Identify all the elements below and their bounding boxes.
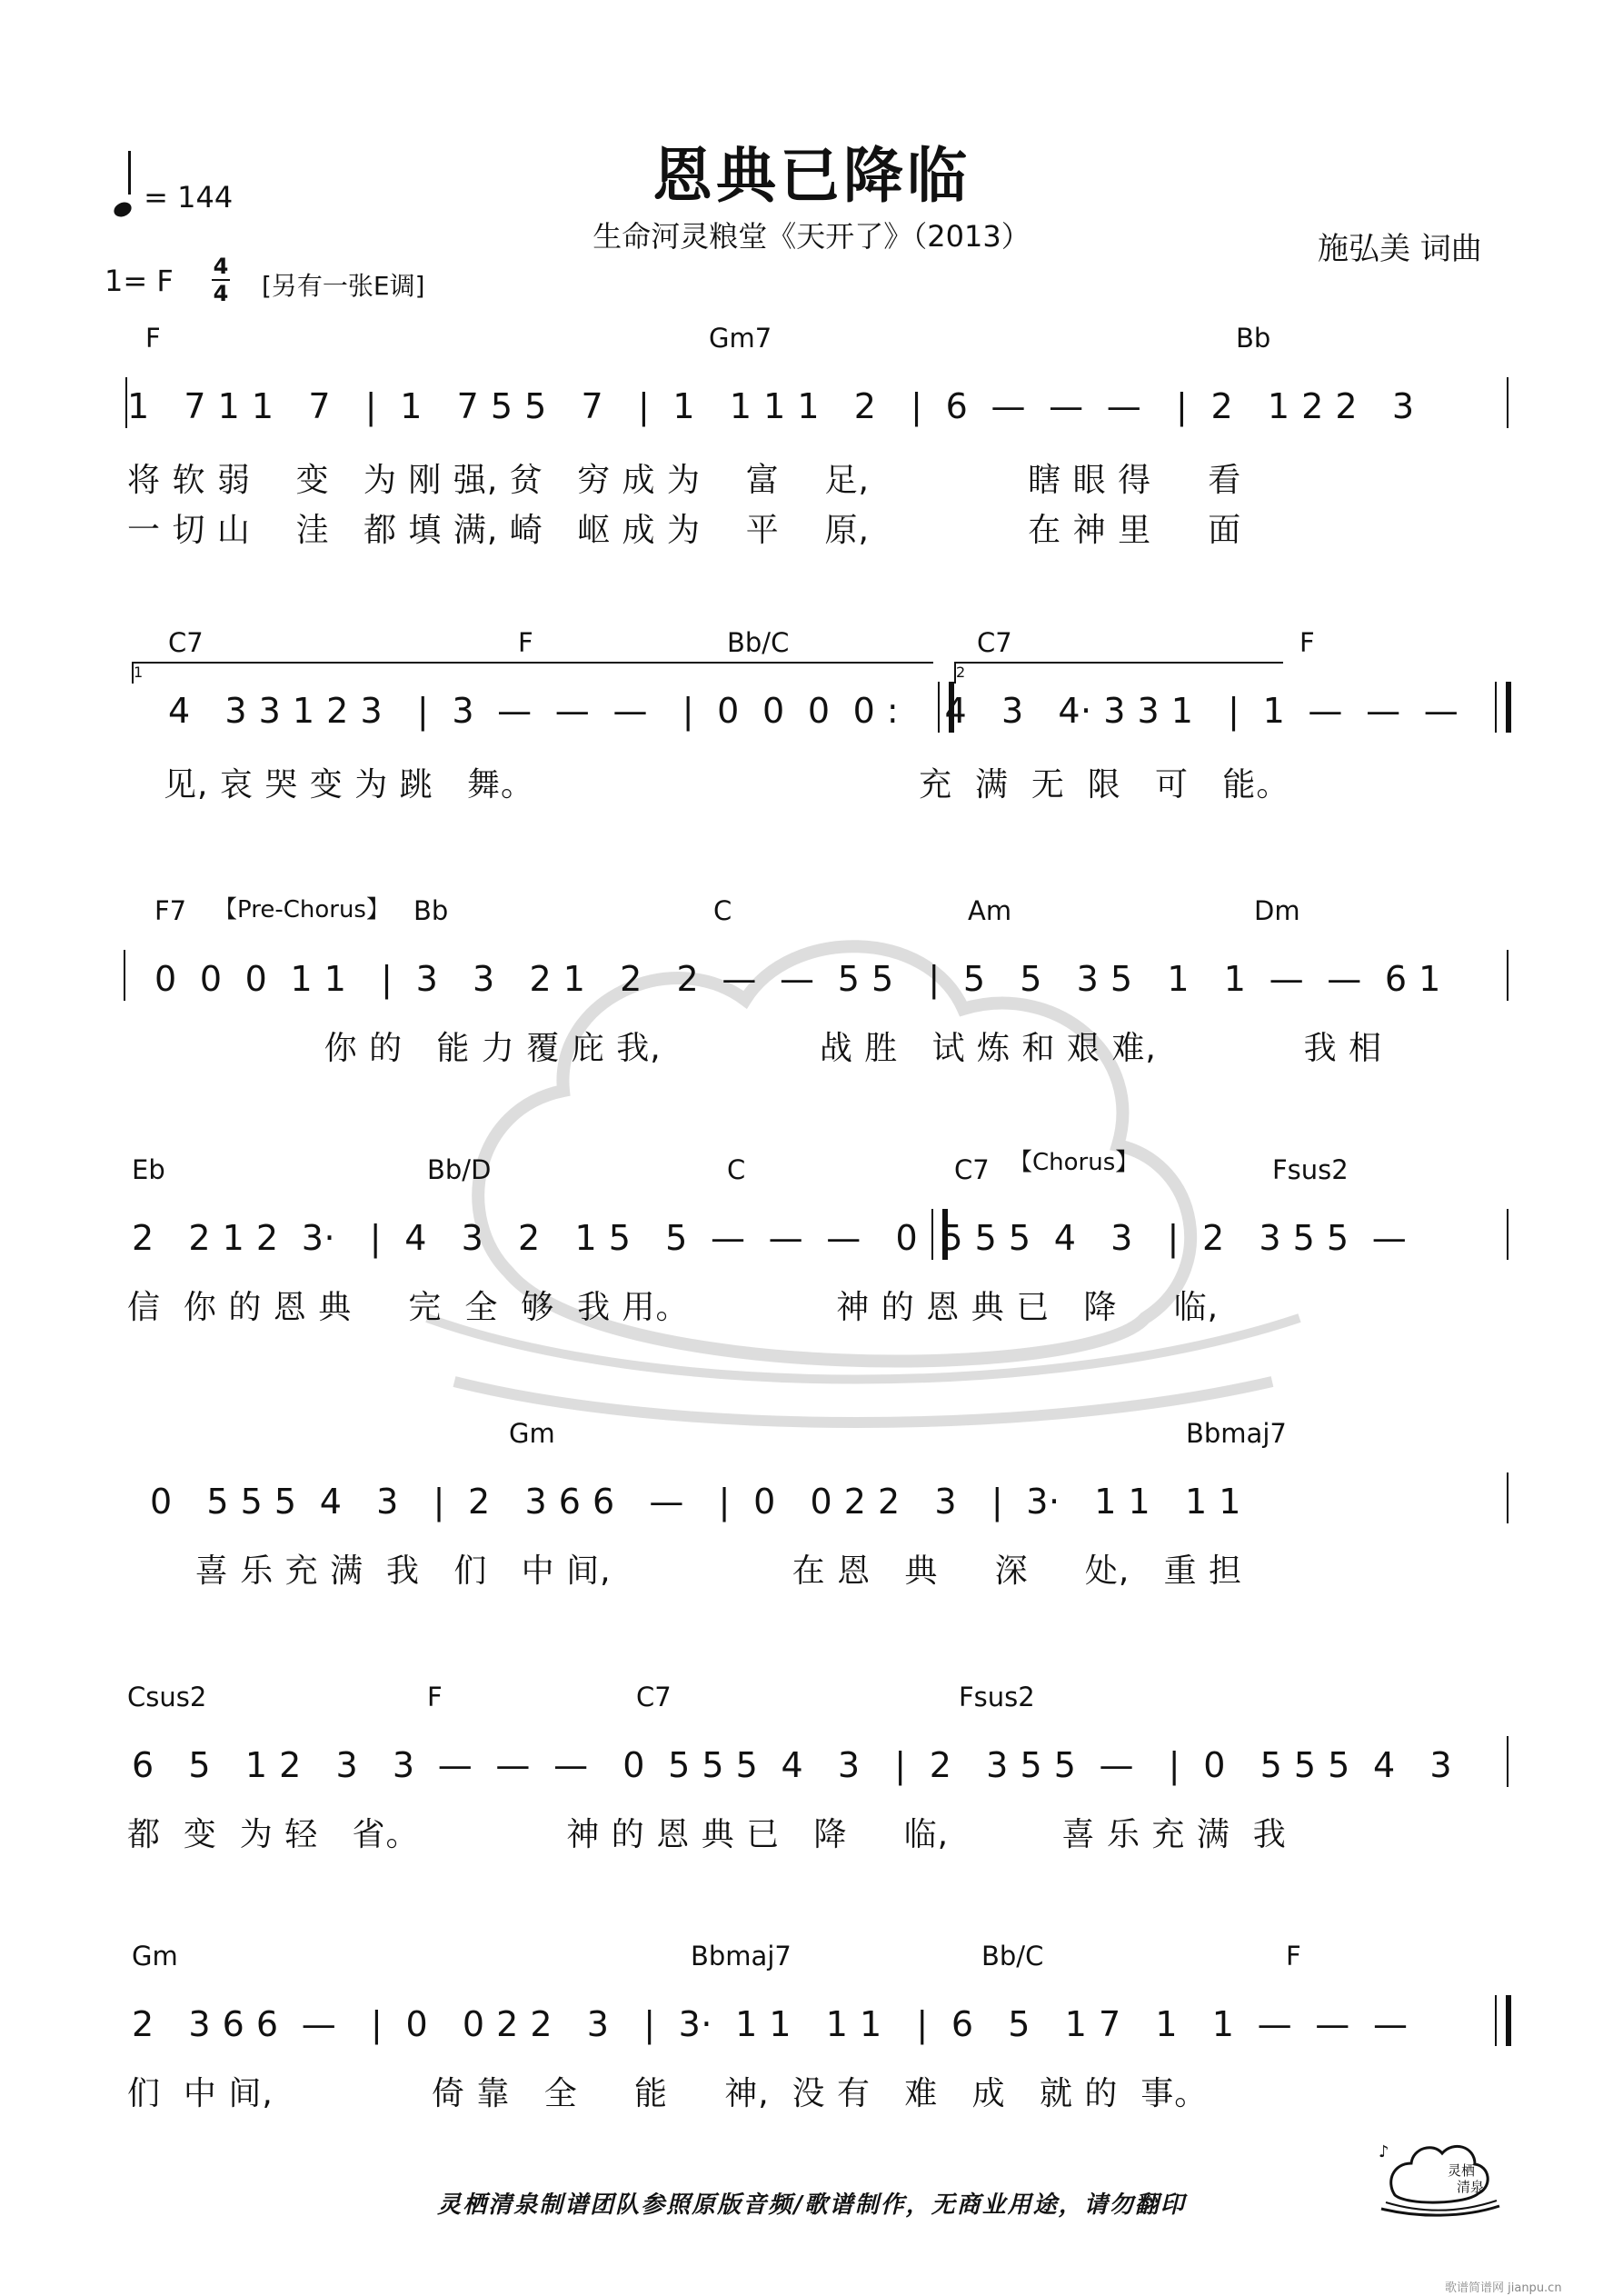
lyrics-verse-1: 都 变 为 轻 省。 神 的 恩 典 已 降 临, 喜 乐 充 满 我: [127, 1816, 1287, 1853]
chord: F: [518, 627, 533, 658]
time-signature: [212, 255, 230, 305]
score-row-3: [127, 895, 1508, 1095]
score-row-7: [127, 1941, 1508, 2141]
lyrics-verse-1: 信 你 的 恩 典 完 全 够 我 用。 神 的 恩 典 已 降 临,: [127, 1289, 1220, 1326]
volta-number: 2: [956, 664, 966, 681]
lyrics-verse-1: 见, 哀 哭 变 为 跳 舞。 充 满 无 限 可 能。: [164, 766, 1290, 804]
composer-credit: 施弘美 词曲: [1318, 231, 1482, 267]
chord: Bb/D: [427, 1154, 492, 1185]
chord-line: [127, 1682, 1508, 1718]
chorus-section-tag: 【Chorus】: [1009, 1149, 1140, 1176]
notation-line: 1 7 1 1 7 | 1 7 5 5 7 | 1 1 1 1 2 | 6 — — — | 2 1 2 2 3: [127, 386, 1415, 426]
notation-line: 0 0 0 1 1 | 3 3 2 1 2 2 — — 5 5 | 5 5 3 5 1 1 — — 6 1: [154, 959, 1441, 999]
notation-line: 6 5 1 2 3 3 — — — 0 5 5 5 4 3 | 2 3 5 5 — | 0 5 5 5 4 3: [132, 1745, 1453, 1785]
alternate-key-note: [另有一张E调]: [262, 271, 425, 301]
chord: C7: [636, 1682, 672, 1712]
lyrics-verse-2: 一 切 山 洼 都 填 满, 崎 岖 成 为 平 原, 在 神 里 面: [127, 512, 1242, 549]
notation-line: 2 2 1 2 3· | 4 3 2 1 5 5 — — — 0 5 5 5 4 3 | 2 3 5 5 —: [132, 1218, 1408, 1258]
svg-text:♪: ♪: [1379, 2142, 1389, 2161]
notation-line: 0 5 5 5 4 3 | 2 3 6 6 — | 0 0 2 2 3 | 3· 1 1 1 1: [150, 1482, 1241, 1522]
chord: C7: [977, 627, 1012, 658]
song-title: 恩典已降临: [652, 141, 971, 211]
volta-number: 1: [134, 664, 144, 681]
svg-text:清泉: 清泉: [1457, 2179, 1485, 2195]
time-signature-top: 4: [213, 254, 229, 279]
footer-notice: 灵栖清泉制谱团队参照原版音频/歌谱制作，无商业用途，请勿翻印: [437, 2191, 1186, 2219]
tempo-value: = 144: [144, 180, 234, 215]
pre-chorus-section-tag: 【Pre-Chorus】: [214, 896, 390, 923]
chord-line: [127, 627, 1508, 664]
chord: F: [1286, 1941, 1301, 1972]
chord: Gm: [509, 1418, 555, 1449]
lyrics-verse-1: 喜 乐 充 满 我 们 中 间, 在 恩 典 深 处, 重 担: [150, 1552, 1243, 1590]
chord: Bbmaj7: [1186, 1418, 1287, 1449]
notation-line: 4 3 3 1 2 3 | 3 — — — | 0 0 0 0 : 4 3 4· 3 3 1 | 1 — — —: [168, 691, 1459, 731]
volta-1-bracket: [132, 662, 933, 684]
chord: C7: [954, 1154, 990, 1185]
chord: Bb/C: [727, 627, 790, 658]
site-watermark: 歌谱简谱网 jianpu.cn: [1445, 2281, 1562, 2295]
chord: Eb: [132, 1154, 165, 1185]
time-signature-bottom: 4: [213, 281, 229, 306]
chord: Gm: [132, 1941, 178, 1972]
chord: Am: [968, 895, 1012, 926]
chord: Bb: [413, 895, 449, 926]
chord: Bb/C: [981, 1941, 1044, 1972]
chord: Csus2: [127, 1682, 207, 1712]
key-signature: 1= F: [105, 264, 174, 298]
chord: Dm: [1254, 895, 1300, 926]
barline: [124, 950, 125, 1001]
chord: C: [713, 895, 732, 926]
lyrics-verse-1: 们 中 间, 倚 靠 全 能 神, 没 有 难 成 就 的 事。: [127, 2075, 1209, 2112]
score-row-1: [127, 323, 1508, 559]
score-row-2: [127, 627, 1508, 827]
lyrics-verse-1: 将 软 弱 变 为 刚 强, 贫 穷 成 为 富 足, 瞎 眼 得 看: [127, 462, 1242, 499]
chord: C7: [168, 627, 204, 658]
notation-line: 2 3 6 6 — | 0 0 2 2 3 | 3· 1 1 1 1 | 6 5 1 7 1 1 — — —: [132, 2004, 1409, 2044]
volta-2-bracket: [954, 662, 1283, 684]
score-row-5: [127, 1418, 1508, 1618]
chord: C: [727, 1154, 746, 1185]
svg-text:灵栖: 灵栖: [1448, 2162, 1476, 2179]
chord: Fsus2: [959, 1682, 1035, 1712]
chord-line: [127, 323, 1508, 359]
chord-line: [127, 1941, 1508, 1977]
quarter-note-stem: [128, 151, 131, 195]
chord: Gm7: [709, 323, 772, 354]
chord: F: [145, 323, 161, 354]
sheep-logo-icon: [1377, 2131, 1504, 2222]
chord: F: [427, 1682, 443, 1712]
chord: Bb: [1236, 323, 1271, 354]
chord: Bbmaj7: [691, 1941, 792, 1972]
chord-line: [127, 1154, 1508, 1191]
lyrics-verse-1: 你 的 能 力 覆 庇 我, 战 胜 试 炼 和 艰 难, 我 相: [154, 1030, 1383, 1067]
song-subtitle: 生命河灵粮堂《天开了》（2013）: [592, 219, 1031, 254]
score-row-4: [127, 1149, 1508, 1354]
score-row-6: [127, 1682, 1508, 1882]
chord: Fsus2: [1272, 1154, 1349, 1185]
chord: F7: [154, 895, 187, 926]
chord-line: [127, 1418, 1508, 1454]
chord: F: [1299, 627, 1315, 658]
tempo-marking: [114, 164, 233, 215]
